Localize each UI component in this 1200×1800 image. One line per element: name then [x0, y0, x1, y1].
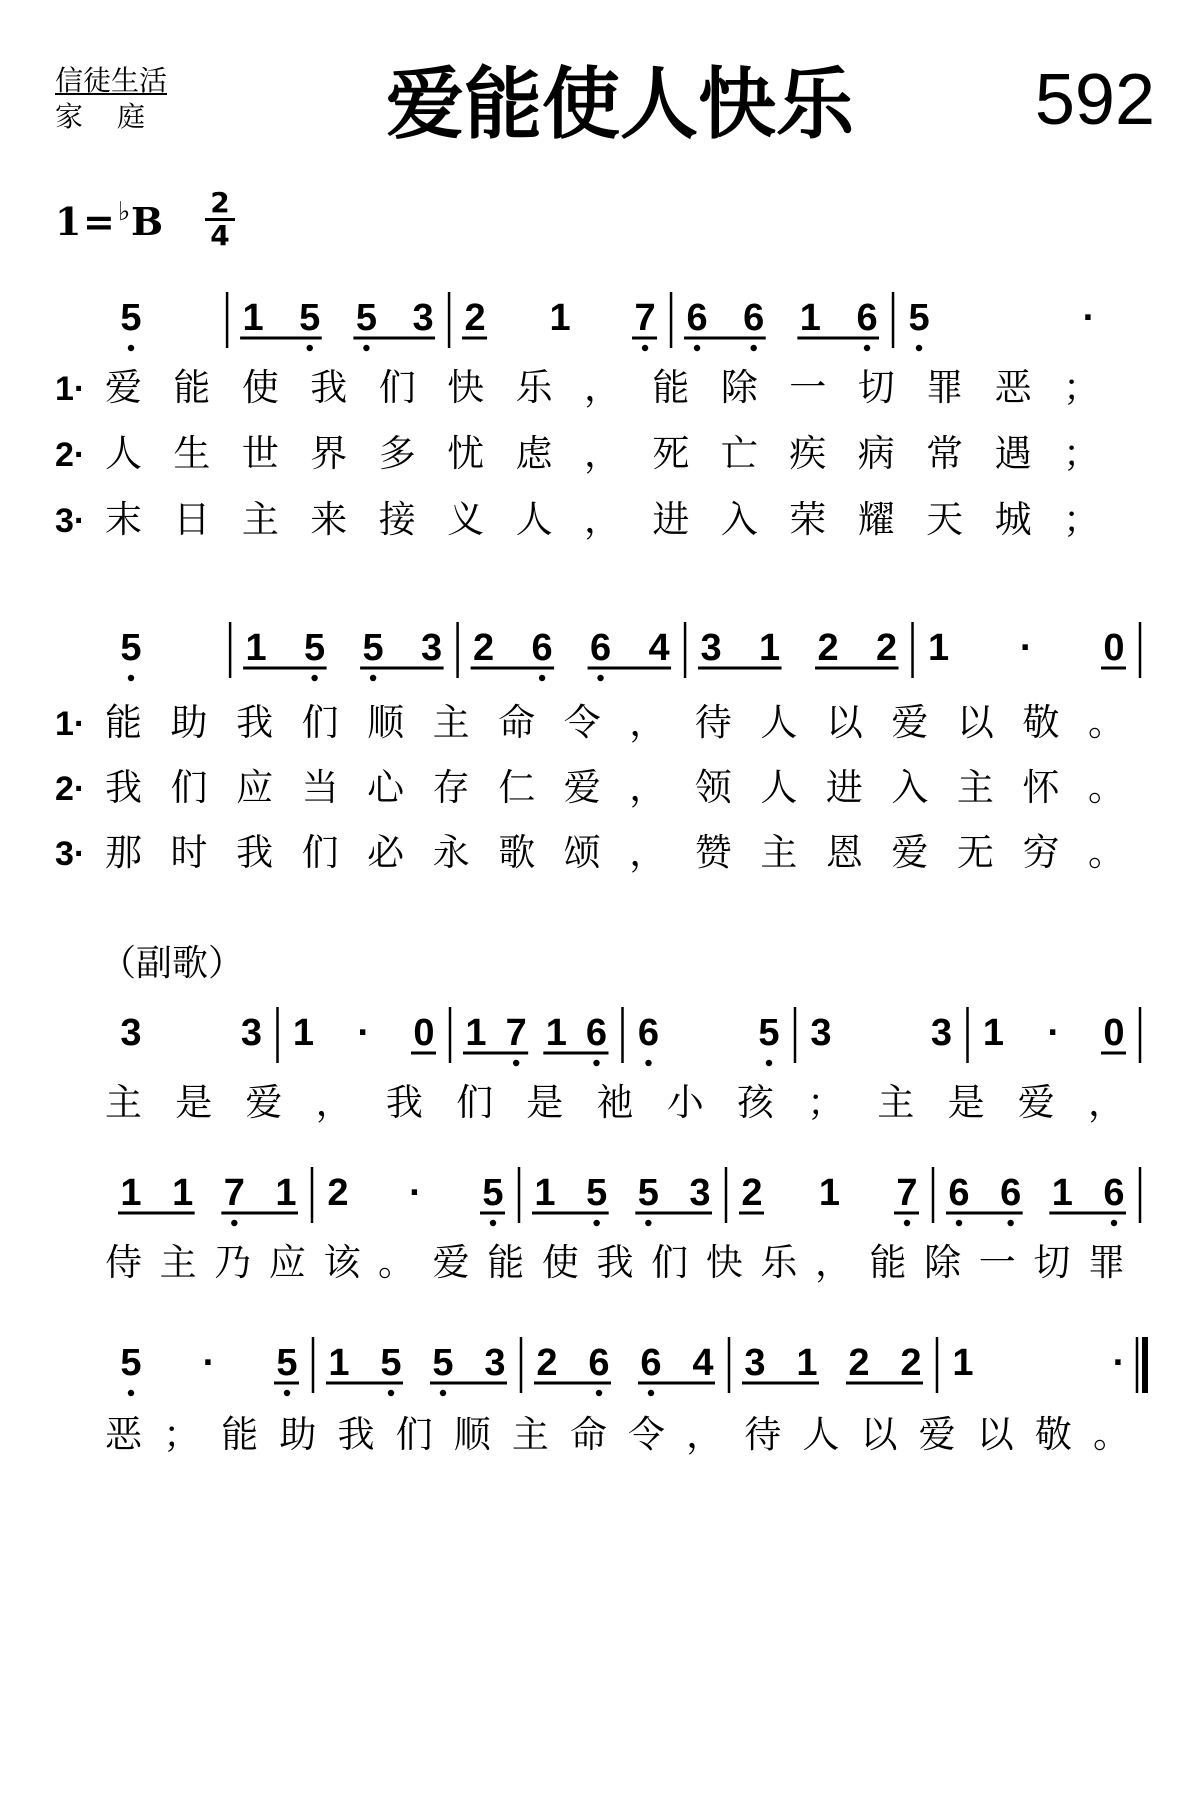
note-system-0-m4-n1: ·: [1082, 297, 1096, 339]
note-system-1-m4-n0: 1: [927, 627, 950, 669]
note-system-3-m4-n3: 6: [1103, 1172, 1125, 1214]
octave-dot-system-3-m4-n3: [1111, 1220, 1117, 1226]
note-system-1-m1-n1: 5: [304, 627, 326, 669]
note-system-3-m3-n0: 2: [741, 1172, 763, 1214]
note-system-1-m0-n0: 5: [120, 627, 142, 669]
note-system-4-m2-n2: 6: [640, 1342, 662, 1384]
lyric-line-system-4-v0: 恶；能助我们顺主命令，待人以爱以敬。: [105, 1413, 1130, 1456]
note-system-3-m0-n2: 7: [223, 1172, 245, 1214]
note-system-4-m4-n0: 1: [952, 1342, 974, 1384]
octave-dot-system-4-m1-n1: [388, 1390, 394, 1396]
category-line-1: 信徒生活: [55, 64, 168, 97]
note-system-1-m3-n3: 2: [875, 627, 898, 669]
octave-dot-system-3-m2-n2: [645, 1220, 651, 1226]
octave-dot-system-0-m4-n0: [916, 345, 922, 351]
note-system-1-m1-n0: 1: [245, 627, 267, 669]
note-system-2-m5-n2: 0: [1103, 1012, 1125, 1054]
note-system-2-m0-n1: 3: [240, 1012, 263, 1054]
lyric-line-system-2-v0: 主是爱，我们是祂小孩；主是爱，: [105, 1081, 1126, 1124]
note-system-4-m3-n3: 2: [900, 1342, 922, 1384]
note-system-4-m2-n1: 6: [588, 1342, 610, 1384]
octave-dot-system-1-m2-n1: [539, 675, 545, 681]
note-system-3-m0-n3: 1: [275, 1172, 297, 1214]
lyric-line-system-0-v1: 人生世界多忧虑，死亡疾病常遇；: [105, 432, 1100, 475]
note-system-2-m2-n3: 6: [585, 1012, 608, 1054]
note-system-1-m4-n2: 0: [1103, 627, 1125, 669]
note-system-2-m4-n1: 3: [930, 1012, 953, 1054]
note-system-0-m1-n1: 5: [299, 297, 321, 339]
note-system-0-m0-n0: 5: [120, 297, 142, 339]
key-equals: =: [83, 199, 115, 244]
note-system-0-m2-n0: 2: [464, 297, 486, 339]
note-system-4-m2-n3: 4: [692, 1342, 714, 1384]
lyric-line-system-0-v0: 爱能使我们快乐，能除一切罪恶；: [105, 366, 1100, 409]
note-system-2-m5-n1: ·: [1047, 1012, 1061, 1054]
note-system-1-m2-n0: 2: [473, 627, 495, 669]
note-system-4-m4-n1: ·: [1112, 1342, 1126, 1384]
note-system-3-m0-n1: 1: [172, 1172, 194, 1214]
note-system-0-m1-n3: 3: [412, 297, 434, 339]
octave-dot-system-3-m4-n0: [956, 1220, 962, 1226]
note-system-2-m0-n0: 3: [120, 1012, 142, 1054]
octave-dot-system-2-m2-n1: [513, 1060, 519, 1066]
note-system-3-m1-n0: 2: [327, 1172, 349, 1214]
note-system-3-m3-n2: 7: [896, 1172, 918, 1214]
hymn-number: 592: [1034, 60, 1155, 140]
octave-dot-system-3-m1-n2: [490, 1220, 496, 1226]
key-flat-sign: ♭: [118, 197, 131, 227]
note-system-4-m0-n2: 5: [276, 1342, 298, 1384]
verse-number-system-0-v2: 3·: [55, 502, 86, 540]
note-system-0-m3-n3: 6: [856, 297, 878, 339]
octave-dot-system-2-m3-n1: [766, 1060, 772, 1066]
octave-dot-system-3-m3-n2: [904, 1220, 910, 1226]
octave-dot-system-1-m1-n2: [370, 675, 376, 681]
note-system-2-m1-n2: 0: [413, 1012, 435, 1054]
key-note: B: [131, 199, 164, 244]
note-system-0-m2-n2: 7: [634, 297, 656, 339]
octave-dot-system-0-m3-n0: [694, 345, 700, 351]
octave-dot-system-0-m1-n1: [307, 345, 313, 351]
octave-dot-system-1-m1-n1: [311, 675, 317, 681]
note-system-2-m5-n0: 1: [982, 1012, 1005, 1054]
note-system-0-m1-n0: 1: [242, 297, 264, 339]
note-system-2-m1-n0: 1: [292, 1012, 315, 1054]
note-system-1-m1-n2: 5: [362, 627, 384, 669]
octave-dot-system-4-m2-n2: [648, 1390, 654, 1396]
note-system-3-m4-n0: 6: [948, 1172, 970, 1214]
note-system-2-m2-n0: 1: [465, 1012, 487, 1054]
lyric-line-system-0-v2: 末日主来接义人，进入荣耀天城；: [105, 498, 1100, 541]
note-system-2-m2-n2: 1: [545, 1012, 567, 1054]
verse-number-system-1-v2: 3·: [55, 835, 86, 873]
octave-dot-system-3-m0-n2: [231, 1220, 237, 1226]
note-system-1-m3-n1: 1: [758, 627, 781, 669]
verse-number-system-0-v0: 1·: [55, 370, 86, 408]
note-system-2-m3-n1: 5: [758, 1012, 780, 1054]
note-system-2-m3-n0: 6: [637, 1012, 660, 1054]
note-system-2-m4-n0: 3: [810, 1012, 832, 1054]
note-system-3-m2-n1: 5: [586, 1172, 608, 1214]
note-system-2-m2-n1: 7: [505, 1012, 527, 1054]
hymn-title: 爱能使人快乐: [385, 60, 854, 150]
note-system-4-m3-n0: 3: [744, 1342, 766, 1384]
note-system-1-m1-n3: 3: [421, 627, 443, 669]
verse-number-system-0-v1: 2·: [55, 436, 86, 474]
note-system-0-m3-n2: 1: [799, 297, 821, 339]
note-system-4-m1-n0: 1: [328, 1342, 350, 1384]
lyric-line-system-1-v1: 我们应当心存仁爱，领人进入主怀。: [105, 766, 1125, 809]
note-system-1-m2-n1: 6: [531, 627, 553, 669]
category-line-2: 家庭: [55, 100, 180, 133]
note-system-2-m1-n1: ·: [357, 1012, 371, 1054]
octave-dot-system-2-m2-n3: [593, 1060, 599, 1066]
meter-bottom: 4: [205, 218, 235, 251]
octave-dot-system-4-m2-n1: [596, 1390, 602, 1396]
note-system-1-m2-n3: 4: [648, 627, 670, 669]
verse-number-system-1-v0: 1·: [55, 705, 86, 743]
lyric-line-system-3-v0: 侍主乃应该。爱能使我们快乐，能除一切罪: [105, 1241, 1125, 1284]
note-system-4-m0-n0: 5: [120, 1342, 142, 1384]
lyric-line-system-1-v0: 能助我们顺主命令，待人以爱以敬。: [105, 701, 1125, 744]
note-system-1-m3-n0: 3: [700, 627, 722, 669]
octave-dot-system-4-m0-n0: [128, 1390, 134, 1396]
note-system-3-m4-n1: 6: [1000, 1172, 1022, 1214]
octave-dot-system-4-m1-n2: [440, 1390, 446, 1396]
octave-dot-system-3-m4-n1: [1007, 1220, 1013, 1226]
note-system-1-m4-n1: ·: [1019, 627, 1033, 669]
note-system-0-m2-n1: 1: [549, 297, 571, 339]
note-system-4-m1-n2: 5: [432, 1342, 454, 1384]
note-system-4-m3-n2: 2: [848, 1342, 870, 1384]
octave-dot-system-4-m0-n2: [284, 1390, 290, 1396]
note-system-3-m2-n2: 5: [637, 1172, 659, 1214]
note-system-4-m1-n3: 3: [484, 1342, 506, 1384]
octave-dot-system-1-m0-n0: [128, 675, 134, 681]
note-system-0-m3-n1: 6: [743, 297, 765, 339]
key-one: 1: [55, 199, 82, 244]
octave-dot-system-3-m2-n1: [593, 1220, 599, 1226]
note-system-3-m0-n0: 1: [120, 1172, 142, 1214]
octave-dot-system-0-m3-n3: [864, 345, 870, 351]
note-system-0-m4-n0: 5: [908, 297, 930, 339]
note-system-4-m3-n1: 1: [796, 1342, 818, 1384]
octave-dot-system-0-m3-n1: [751, 345, 757, 351]
note-system-3-m3-n1: 1: [818, 1172, 841, 1214]
note-system-3-m1-n2: 5: [482, 1172, 504, 1214]
octave-dot-system-0-m1-n2: [363, 345, 369, 351]
meter-top: 2: [210, 186, 230, 219]
octave-dot-system-0-m0-n0: [128, 345, 134, 351]
note-system-4-m0-n1: ·: [202, 1342, 216, 1384]
note-system-4-m2-n0: 2: [536, 1342, 558, 1384]
note-system-3-m2-n3: 3: [689, 1172, 711, 1214]
note-system-1-m2-n2: 6: [589, 627, 612, 669]
octave-dot-system-0-m2-n2: [642, 345, 648, 351]
note-system-3-m4-n2: 1: [1051, 1172, 1073, 1214]
lyric-line-system-1-v2: 那时我们必永歌颂，赞主恩爱无穷。: [105, 831, 1125, 874]
note-system-0-m3-n0: 6: [686, 297, 708, 339]
note-system-3-m1-n1: ·: [409, 1172, 422, 1214]
chorus-label: （副歌）: [100, 943, 245, 984]
note-system-3-m2-n0: 1: [534, 1172, 556, 1214]
octave-dot-system-1-m2-n2: [597, 675, 603, 681]
octave-dot-system-2-m3-n0: [645, 1060, 651, 1066]
note-system-1-m3-n2: 2: [817, 627, 839, 669]
note-system-4-m1-n1: 5: [380, 1342, 402, 1384]
verse-number-system-1-v1: 2·: [55, 770, 86, 808]
note-system-0-m1-n2: 5: [355, 297, 377, 339]
